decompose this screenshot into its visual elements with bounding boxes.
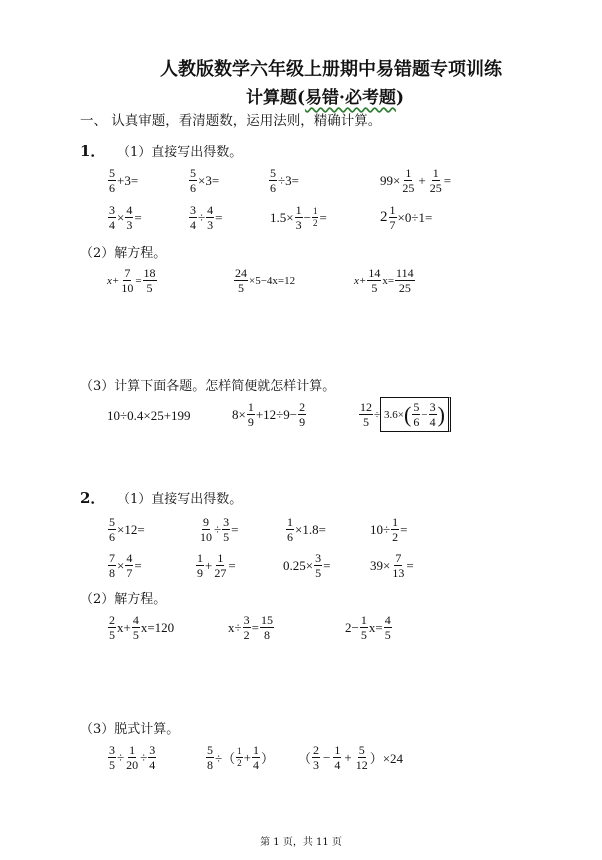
expr-prefix: x+ bbox=[354, 274, 367, 287]
expr-prefix: 8× bbox=[232, 406, 246, 422]
fraction bbox=[206, 203, 214, 232]
expr-tail: = bbox=[228, 557, 236, 573]
numerator: 14 bbox=[368, 266, 381, 280]
operator: x+ bbox=[117, 619, 131, 635]
numerator: 1 bbox=[295, 203, 302, 217]
numerator: 5 bbox=[207, 743, 213, 757]
fraction bbox=[108, 515, 116, 544]
denominator: 4 bbox=[252, 758, 259, 772]
fraction bbox=[286, 515, 294, 544]
q2-r1-item-4 bbox=[370, 515, 407, 544]
expr-tail: x=120 bbox=[140, 619, 175, 635]
fraction bbox=[429, 400, 437, 429]
q2-part1-label: （1）直接写出得数。 bbox=[117, 492, 243, 507]
numerator: 5 bbox=[270, 166, 276, 180]
fraction bbox=[359, 400, 373, 429]
q1-r1-item-1 bbox=[107, 166, 138, 195]
denominator: 25 bbox=[429, 181, 442, 195]
operator: ÷ bbox=[214, 521, 222, 537]
fraction bbox=[196, 551, 204, 580]
q1-part3-label: （3）计算下面各题。怎样简便就怎样计算。 bbox=[80, 379, 336, 394]
denominator: 12 bbox=[355, 758, 368, 772]
fraction bbox=[429, 166, 443, 195]
numerator: 4 bbox=[384, 613, 391, 627]
operator: ÷（ bbox=[215, 751, 236, 766]
fraction bbox=[108, 613, 116, 642]
page-subtitle bbox=[246, 83, 404, 108]
fraction bbox=[243, 613, 251, 642]
fraction bbox=[125, 203, 133, 232]
q2-r2-item-1 bbox=[107, 551, 142, 580]
numerator: 1 bbox=[334, 743, 341, 757]
numerator: 5 bbox=[190, 166, 196, 180]
fraction bbox=[132, 613, 140, 642]
fraction bbox=[312, 206, 319, 229]
fraction bbox=[355, 743, 369, 772]
q2-r1-item-2 bbox=[198, 515, 238, 544]
q2-r1-item-1 bbox=[107, 515, 145, 544]
expr-tail: = bbox=[400, 521, 408, 537]
expr-tail: ÷3= bbox=[278, 172, 299, 188]
denominator: 6 bbox=[109, 181, 115, 195]
denominator: 25 bbox=[402, 181, 415, 195]
fraction bbox=[108, 166, 116, 195]
numerator: 4 bbox=[126, 551, 133, 565]
numerator: 3 bbox=[429, 400, 436, 414]
fraction bbox=[108, 743, 116, 772]
numerator: 3 bbox=[190, 203, 196, 217]
q1-part2-label: （2）解方程。 bbox=[80, 246, 167, 261]
numerator: 1 bbox=[129, 743, 136, 757]
fraction bbox=[384, 613, 392, 642]
operator: = bbox=[135, 274, 142, 287]
operator: × bbox=[117, 209, 125, 225]
fraction bbox=[389, 203, 397, 232]
q2-r1-item-3 bbox=[285, 515, 326, 544]
denominator: 5 bbox=[109, 628, 115, 642]
numerator: 15 bbox=[260, 613, 273, 627]
q1-r2-item-2 bbox=[188, 203, 222, 232]
q1-r2-item-4 bbox=[380, 203, 432, 232]
numerator: 4 bbox=[207, 203, 214, 217]
q2-calc-1 bbox=[107, 743, 157, 772]
operator: ÷ bbox=[117, 749, 125, 765]
numerator: 5 bbox=[358, 743, 365, 757]
q1-r1-item-4 bbox=[380, 166, 451, 195]
numerator: 3 bbox=[109, 203, 115, 217]
q2-equation-1 bbox=[107, 613, 174, 642]
fraction bbox=[360, 613, 368, 642]
fraction bbox=[108, 551, 116, 580]
fraction bbox=[412, 400, 420, 429]
expr-prefix: 99× bbox=[380, 172, 401, 188]
fraction bbox=[395, 266, 415, 295]
q1-number: 1． bbox=[80, 142, 106, 160]
fraction bbox=[367, 266, 381, 295]
denominator: 7 bbox=[389, 218, 396, 232]
operator: + bbox=[344, 749, 352, 765]
fraction bbox=[236, 746, 243, 769]
operator: x= bbox=[368, 619, 383, 635]
q1-part1-label: （1）直接写出得数。 bbox=[117, 145, 243, 160]
expr-prefix: 39× bbox=[370, 557, 391, 573]
numerator: 5 bbox=[413, 400, 420, 414]
operator: ÷ bbox=[140, 749, 148, 765]
denominator: 20 bbox=[126, 758, 139, 772]
numerator: 1 bbox=[217, 551, 224, 565]
operator: ÷ bbox=[198, 209, 206, 225]
denominator: 4 bbox=[149, 758, 156, 772]
fraction bbox=[269, 166, 277, 195]
numerator: 1 bbox=[392, 515, 399, 529]
denominator: 6 bbox=[270, 181, 276, 195]
expr-tail: = bbox=[134, 209, 142, 225]
expr-tail: ×1.8= bbox=[295, 521, 326, 537]
denominator: 9 bbox=[197, 566, 203, 580]
expr-tail: ×0÷1= bbox=[397, 209, 433, 225]
numerator: 18 bbox=[143, 266, 156, 280]
fraction bbox=[314, 551, 322, 580]
q1-calc-1: 10÷0.4×25+199 bbox=[107, 408, 191, 423]
subtitle-main: 计算题( bbox=[246, 88, 306, 108]
denominator: 8 bbox=[263, 628, 270, 642]
denominator: 5 bbox=[315, 566, 322, 580]
q1-equation-1 bbox=[107, 266, 158, 295]
denominator: 5 bbox=[223, 530, 230, 544]
q2-calc-2 bbox=[205, 743, 274, 772]
denominator: 5 bbox=[363, 415, 369, 429]
expr-tail: = bbox=[443, 172, 452, 188]
numerator: 2 bbox=[109, 613, 115, 627]
numerator: 3 bbox=[243, 613, 250, 627]
subtitle-wavy: 易错·必考题 bbox=[305, 88, 396, 108]
operator: − bbox=[421, 408, 428, 421]
denominator: 3 bbox=[295, 218, 302, 232]
q1-r2-item-1 bbox=[107, 203, 142, 232]
q1-calc-3 bbox=[358, 397, 451, 432]
operator: − bbox=[303, 209, 311, 225]
fraction bbox=[199, 515, 213, 544]
expr-tail: = bbox=[323, 557, 331, 573]
q2-equation-2 bbox=[228, 613, 275, 642]
q1-r2-item-3 bbox=[270, 203, 327, 232]
fraction bbox=[125, 743, 139, 772]
numerator: 1 bbox=[287, 515, 293, 529]
operator: + bbox=[205, 557, 213, 573]
denominator: 4 bbox=[334, 758, 341, 772]
q1-equation-2 bbox=[233, 266, 295, 295]
numerator: 3 bbox=[109, 743, 115, 757]
expr-prefix: 10÷ bbox=[370, 521, 391, 537]
fraction bbox=[312, 743, 320, 772]
expr-prefix: 0.25× bbox=[283, 557, 314, 573]
expr-tail: = bbox=[215, 209, 223, 225]
operator: + bbox=[418, 172, 426, 188]
numerator: 1 bbox=[237, 746, 242, 756]
expr-tail: +3= bbox=[117, 172, 139, 188]
expr-tail: = bbox=[319, 209, 327, 225]
denominator: 3 bbox=[207, 218, 214, 232]
denominator: 2 bbox=[243, 628, 250, 642]
numerator: 114 bbox=[396, 266, 414, 280]
denominator: 5 bbox=[384, 628, 391, 642]
fraction bbox=[252, 743, 260, 772]
bracket-prefix: 3.6× bbox=[384, 408, 405, 421]
numerator: 1 bbox=[252, 743, 259, 757]
subtitle-end: ) bbox=[395, 88, 405, 108]
expr-prefix: 1.5× bbox=[270, 209, 294, 225]
denominator: 6 bbox=[287, 530, 293, 544]
numerator: 3 bbox=[315, 551, 322, 565]
fraction bbox=[333, 743, 341, 772]
numerator: 12 bbox=[360, 400, 372, 414]
denominator: 27 bbox=[214, 566, 227, 580]
fraction bbox=[120, 266, 134, 295]
expr-tail: ）×24 bbox=[369, 751, 404, 766]
numerator: 24 bbox=[235, 266, 247, 280]
expr-prefix: 2− bbox=[345, 619, 359, 635]
fraction bbox=[189, 203, 197, 232]
expr-prefix: x÷ bbox=[228, 619, 242, 635]
q2-part3-label: （3）脱式计算。 bbox=[80, 722, 180, 737]
operator: − bbox=[323, 749, 331, 765]
numerator: 1 bbox=[360, 613, 367, 627]
fraction bbox=[143, 266, 157, 295]
expr-tail: = bbox=[231, 521, 239, 537]
operator: +12÷9− bbox=[255, 406, 298, 422]
fraction bbox=[148, 743, 156, 772]
fraction bbox=[295, 203, 303, 232]
operator: x= bbox=[382, 274, 395, 287]
numerator: 2 bbox=[299, 400, 306, 414]
denominator: 5 bbox=[132, 628, 139, 642]
denominator: 6 bbox=[190, 181, 196, 195]
denominator: 3 bbox=[126, 218, 133, 232]
denominator: 6 bbox=[413, 415, 420, 429]
fraction bbox=[391, 515, 399, 544]
expr-tail: ×3= bbox=[198, 172, 220, 188]
fraction bbox=[298, 400, 306, 429]
numerator: 1 bbox=[389, 203, 396, 217]
q1-equation-3 bbox=[354, 266, 416, 295]
fraction bbox=[108, 203, 116, 232]
fraction bbox=[222, 515, 230, 544]
numerator: 7 bbox=[109, 551, 115, 565]
expr-tail: = bbox=[406, 557, 414, 573]
denominator: 13 bbox=[392, 566, 405, 580]
denominator: 9 bbox=[299, 415, 306, 429]
q1-calc-2 bbox=[232, 400, 307, 429]
denominator: 25 bbox=[398, 281, 411, 295]
open-paren: ( bbox=[404, 401, 412, 427]
fraction bbox=[247, 400, 255, 429]
fraction bbox=[234, 266, 248, 295]
q2-part2-label: （2）解方程。 bbox=[80, 592, 167, 607]
operator: = bbox=[251, 619, 259, 635]
numerator: 1 bbox=[247, 400, 254, 414]
numerator: 1 bbox=[405, 166, 412, 180]
bracket-group bbox=[380, 397, 451, 432]
fraction bbox=[213, 551, 227, 580]
numerator: 7 bbox=[395, 551, 402, 565]
numerator: 4 bbox=[126, 203, 133, 217]
operator: × bbox=[117, 557, 125, 573]
q2-equation-3 bbox=[345, 613, 393, 642]
numerator: 3 bbox=[149, 743, 156, 757]
numerator: 1 bbox=[197, 551, 203, 565]
denominator: 5 bbox=[371, 281, 378, 295]
expr-prefix: x+ bbox=[107, 274, 120, 287]
fraction bbox=[189, 166, 197, 195]
denominator: 5 bbox=[360, 628, 367, 642]
denominator: 9 bbox=[247, 415, 254, 429]
numerator: 5 bbox=[109, 515, 115, 529]
denominator: 4 bbox=[109, 218, 115, 232]
q2-number: 2． bbox=[80, 489, 106, 507]
numerator: 1 bbox=[312, 206, 318, 216]
denominator: 6 bbox=[109, 530, 115, 544]
whole-part: 2 bbox=[380, 209, 388, 225]
q2-calc-3 bbox=[298, 743, 403, 772]
denominator: 2 bbox=[312, 218, 318, 228]
q1-r1-item-2 bbox=[188, 166, 219, 195]
numerator: 4 bbox=[132, 613, 139, 627]
denominator: 2 bbox=[237, 758, 242, 768]
fraction bbox=[391, 551, 405, 580]
numerator: 9 bbox=[203, 515, 209, 529]
close-paren: ) bbox=[437, 401, 445, 427]
fraction bbox=[401, 166, 415, 195]
page-footer: 第 1 页，共 11 页 bbox=[260, 837, 342, 848]
section-heading: 一、 认真审题，看清题数，运用法则，精确计算。 bbox=[80, 113, 382, 129]
fraction bbox=[206, 743, 214, 772]
denominator: 10 bbox=[121, 281, 134, 295]
expr-tail: = bbox=[134, 557, 142, 573]
numerator: 2 bbox=[313, 743, 320, 757]
denominator: 8 bbox=[207, 758, 213, 772]
numerator: 3 bbox=[223, 515, 230, 529]
fraction bbox=[125, 551, 133, 580]
denominator: 4 bbox=[190, 218, 196, 232]
denominator: 4 bbox=[429, 415, 436, 429]
expr-tail: ×5−4x=12 bbox=[249, 274, 296, 287]
expr-tail: ×12= bbox=[117, 521, 145, 537]
open-paren: （ bbox=[298, 751, 312, 766]
denominator: 2 bbox=[392, 530, 399, 544]
page-title: 人教版数学六年级上册期中易错题专项训练 bbox=[160, 59, 502, 79]
fraction bbox=[260, 613, 274, 642]
denominator: 10 bbox=[200, 530, 212, 544]
denominator: 5 bbox=[109, 758, 115, 772]
q2-r2-item-3 bbox=[283, 551, 330, 580]
numerator: 5 bbox=[109, 166, 115, 180]
operator: + bbox=[243, 749, 251, 765]
numerator: 7 bbox=[124, 266, 131, 280]
q1-r1-item-3 bbox=[268, 166, 299, 195]
numerator: 1 bbox=[432, 166, 439, 180]
denominator: 5 bbox=[238, 281, 244, 295]
close-paren: ） bbox=[260, 751, 274, 766]
denominator: 5 bbox=[146, 281, 153, 295]
denominator: 7 bbox=[126, 566, 133, 580]
denominator: 3 bbox=[313, 758, 320, 772]
q2-r2-item-4 bbox=[370, 551, 414, 580]
denominator: 8 bbox=[109, 566, 115, 580]
operator: ÷ bbox=[374, 408, 381, 421]
q2-r2-item-2 bbox=[195, 551, 236, 580]
